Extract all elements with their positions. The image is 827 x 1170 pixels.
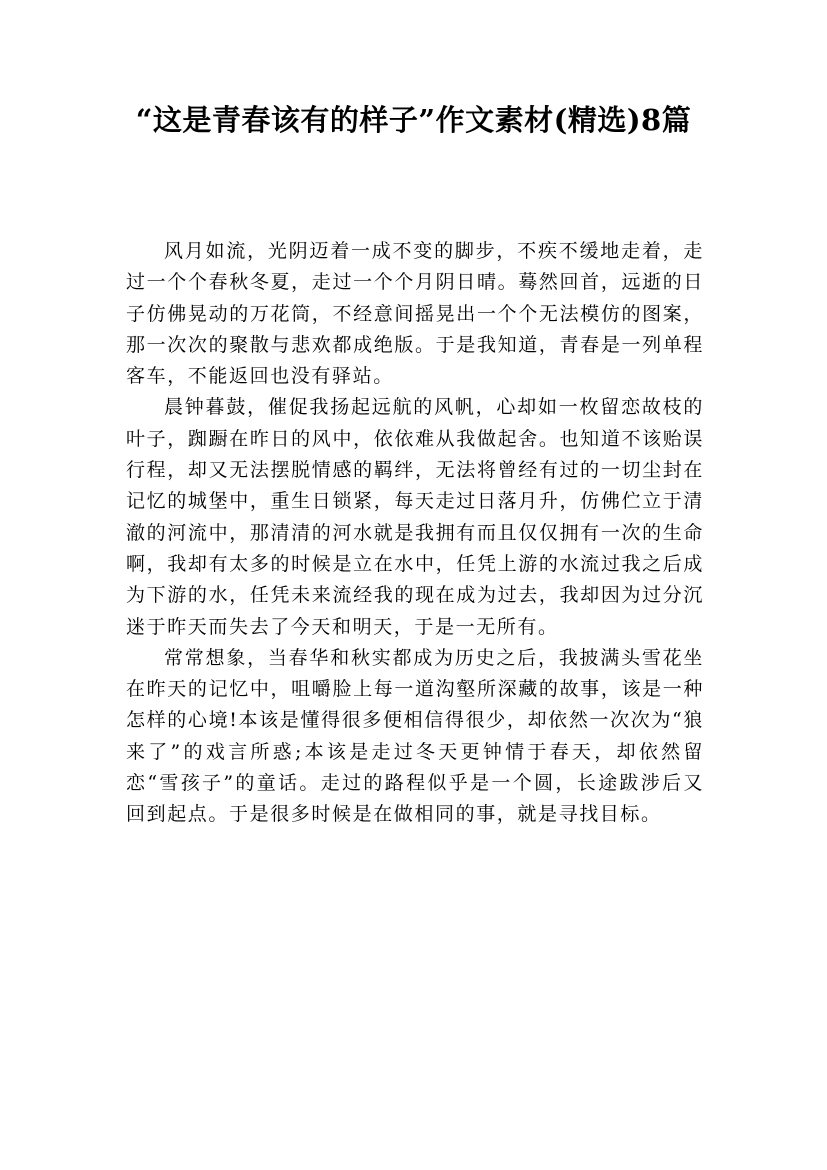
document-body — [126, 236, 704, 831]
paragraph-1: 风月如流，光阴迈着一成不变的脚步，不疾不缓地走着，走过一个个春秋冬夏，走过一个个月阴日晴。蓦然回首，远逝的日子仿佛晃动的万花筒，不经意间摇晃出一个个无法模仿的图案，那一次次的聚散与悲欢都成绝版。于是我知道，青春是一列单程客车，不能返回也没有驿站。 — [126, 240, 704, 388]
paragraph-3: 常常想象，当春华和秋实都成为历史之后，我披满头雪花坐在昨天的记忆中，咀嚼脸上每一道沟壑所深藏的故事，该是一种怎样的心境!本该是懂得很多便相信得很少，却依然一次次为“狼来了”的戏言所惑;本该是走过冬天更钟情于春天，却依然留恋“雪孩子”的童话。走过的路程似乎是一个圆，长途跋涉后又回到起点。于是很多时候是在做相同的事，就是寻找目标。 — [126, 646, 704, 826]
document-title: “这是青春该有的样子”作文素材(精选)8篇 — [135, 103, 692, 137]
paragraph-2: 晨钟暮鼓，催促我扬起远航的风帆，心却如一枚留恋故枝的叶子，踟蹰在昨日的风中，依依难从我做起舍。也知道不该贻误行程，却又无法摆脱情感的羁绊，无法将曾经有过的一切尘封在记忆的城堡中，重生日锁紧，每天走过日落月升，仿佛伫立于清澈的河流中，那清清的河水就是我拥有而且仅仅拥有一次的生命啊，我却有太多的时候是立在水中，任凭上游的水流过我之后成为下游的水，任凭未来流经我的现在成为过去，我却因为过分沉迷于昨天而失去了今天和明天，于是一无所有。 — [126, 396, 704, 638]
